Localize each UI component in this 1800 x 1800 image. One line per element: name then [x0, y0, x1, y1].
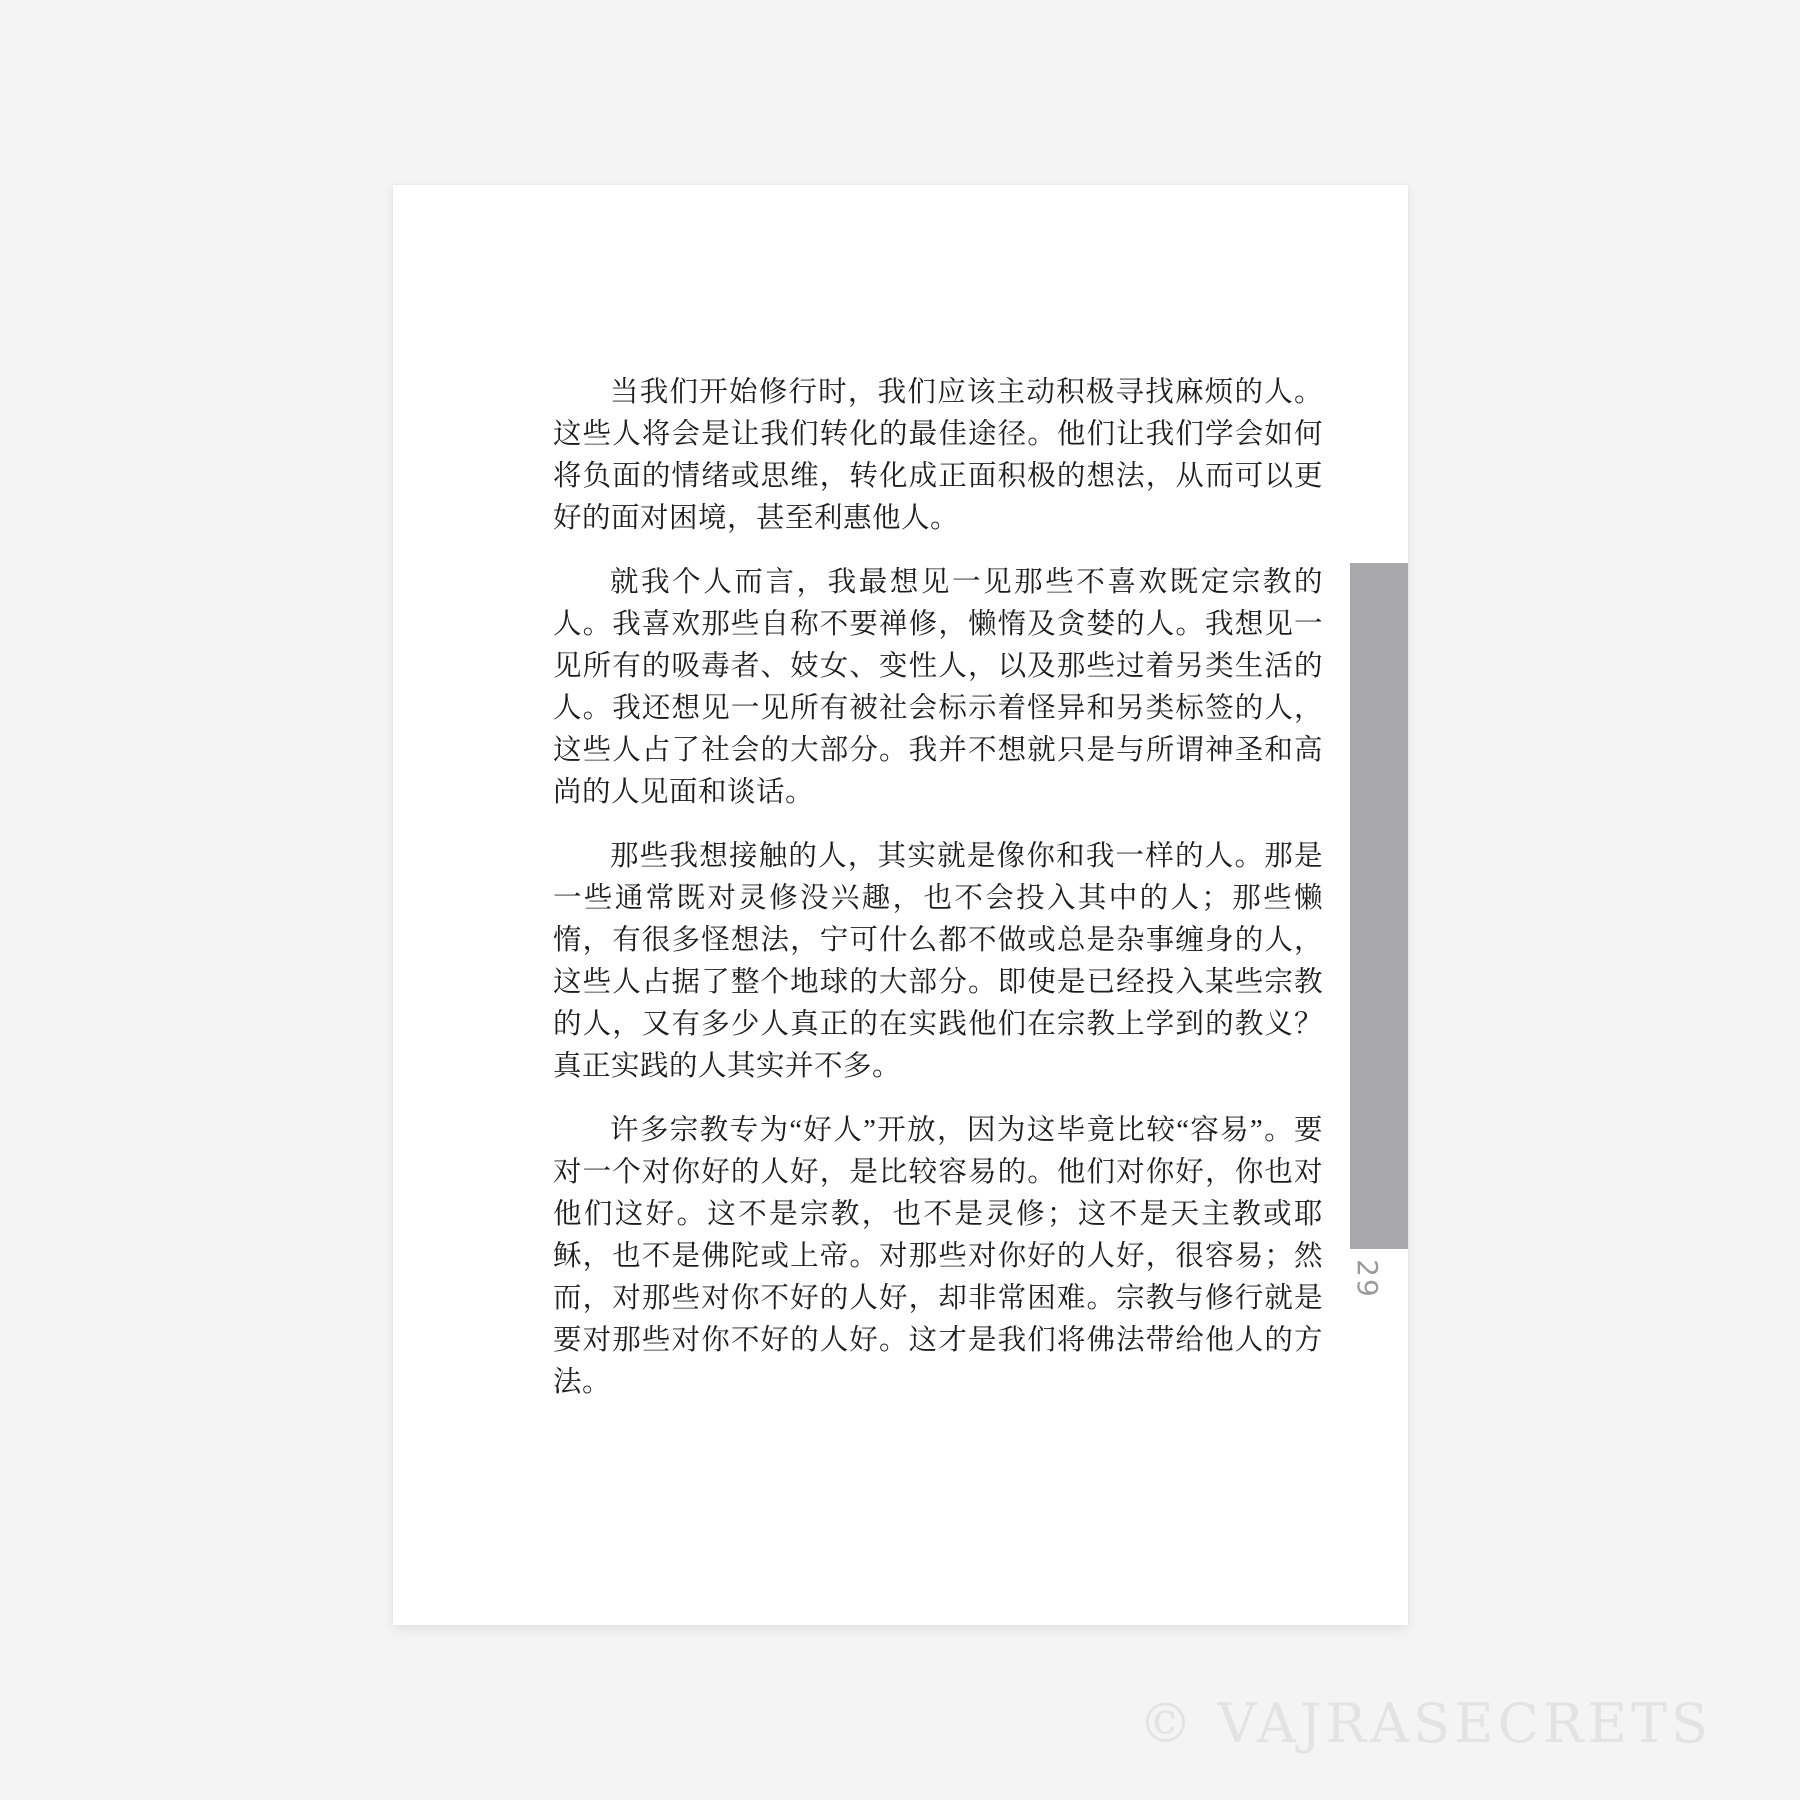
book-page	[393, 185, 1408, 1625]
paragraph: 当我们开始修行时，我们应该主动积极寻找麻烦的人。这些人将会是让我们转化的最佳途径。他们让我们学会如何将负面的情绪或思维，转化成正面积极的想法，从而可以更好的面对困境，甚至利惠他人。	[553, 377, 1323, 534]
paragraph: 那些我想接触的人，其实就是像你和我一样的人。那是一些通常既对灵修没兴趣，也不会投入其中的人；那些懒惰，有很多怪想法，宁可什么都不做或总是杂事缠身的人，这些人占据了整个地球的大部分。即使是已经投入某些宗教的人，又有多少人真正的在实践他们在宗教上学到的教义？真正实践的人其实并不多。	[553, 841, 1323, 1082]
page-text	[553, 372, 1323, 1426]
watermark: © VAJRASECRETS	[1138, 1692, 1712, 1755]
chapter-marker-bar	[1350, 563, 1408, 1249]
page-number: 29	[1351, 1259, 1384, 1299]
paragraph: 就我个人而言，我最想见一见那些不喜欢既定宗教的人。我喜欢那些自称不要禅修，懒惰及贪婪的人。我想见一见所有的吸毒者、妓女、变性人，以及那些过着另类生活的人。我还想见一见所有被社会标示着怪异和另类标签的人，这些人占了社会的大部分。我并不想就只是与所谓神圣和高尚的人见面和谈话。	[553, 567, 1323, 808]
paragraph: 许多宗教专为“好人”开放，因为这毕竟比较“容易”。要对一个对你好的人好，是比较容易的。他们对你好，你也对他们这好。这不是宗教，也不是灵修；这不是天主教或耶稣，也不是佛陀或上帝。对那些对你好的人好，很容易；然而，对那些对你不好的人好，却非常困难。宗教与修行就是要对那些对你不好的人好。这才是我们将佛法带给他人的方法。	[553, 1115, 1323, 1398]
